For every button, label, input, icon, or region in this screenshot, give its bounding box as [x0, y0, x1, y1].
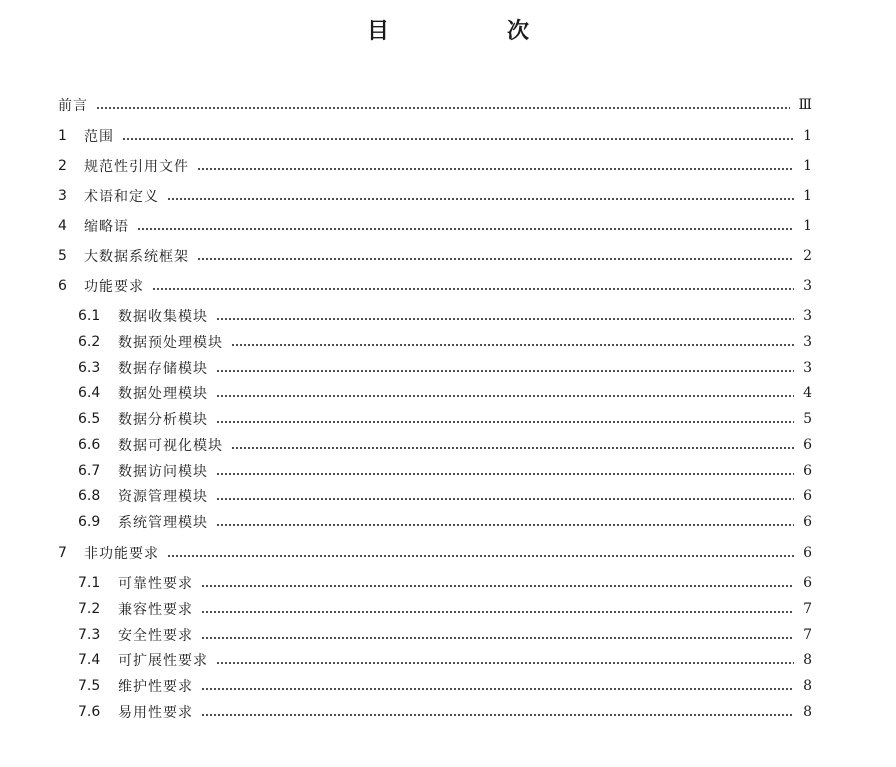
toc-entry-title: 大数据系统框架 [84, 249, 189, 265]
toc-entry[interactable] [78, 647, 812, 673]
toc-entry-title: 数据存储模块 [118, 361, 208, 377]
toc-entry-page: 6 [803, 514, 812, 530]
toc-entry[interactable] [78, 303, 812, 329]
toc-entry[interactable] [78, 699, 812, 725]
toc-entry-title: 缩略语 [84, 219, 129, 235]
toc-entry-number: 7.1 [78, 575, 101, 591]
toc-entry-page: 1 [803, 218, 812, 234]
toc-entry-number: 6.3 [78, 360, 101, 376]
toc-entry[interactable] [58, 213, 812, 239]
toc-entry-title: 数据预处理模块 [118, 335, 223, 351]
toc-entry-page: 8 [803, 704, 812, 720]
dot-leader [216, 515, 794, 529]
toc-entry-page: Ⅲ [798, 97, 812, 113]
dot-leader [201, 628, 794, 642]
toc-entry-title: 数据可视化模块 [118, 438, 223, 454]
toc-entry-title: 系统管理模块 [118, 515, 208, 531]
toc-entry-title: 兼容性要求 [118, 602, 193, 618]
dot-leader [122, 129, 794, 143]
toc-entry-page: 6 [803, 488, 812, 504]
dot-leader [96, 98, 790, 112]
dot-leader [201, 679, 794, 693]
toc-entry[interactable] [78, 458, 812, 484]
toc-entry[interactable] [78, 432, 812, 458]
toc-entry-page: 7 [803, 627, 812, 643]
toc-entry-number: 6.9 [78, 514, 101, 530]
toc-entry-number: 6.5 [78, 411, 101, 427]
toc-entry-page: 3 [803, 334, 812, 350]
toc-entry-number: 5 [58, 248, 67, 264]
toc-entry[interactable] [58, 153, 812, 179]
toc-entry-title: 维护性要求 [118, 679, 193, 695]
dot-leader [231, 335, 794, 349]
toc-entry-page: 3 [803, 278, 812, 294]
toc-entry[interactable] [78, 596, 812, 622]
toc-title: 目 次 [366, 19, 577, 44]
toc-entry-number: 7.2 [78, 601, 101, 617]
toc-entry-title: 易用性要求 [118, 705, 193, 721]
toc-entry-number: 7.6 [78, 704, 101, 720]
toc-entry-page: 6 [803, 437, 812, 453]
toc-entry-page: 3 [803, 360, 812, 376]
toc-entry[interactable] [78, 570, 812, 596]
toc-entry[interactable] [58, 273, 812, 299]
toc-entry-page: 8 [803, 652, 812, 668]
toc-entry-page: 1 [803, 128, 812, 144]
toc-entry-title: 术语和定义 [84, 189, 159, 205]
toc-entry-title: 可靠性要求 [118, 576, 193, 592]
toc-entry-page: 6 [803, 545, 812, 561]
dot-leader [152, 279, 794, 293]
dot-leader [216, 653, 794, 667]
toc-entry-page: 6 [803, 575, 812, 591]
toc-entry-title: 前言 [58, 98, 88, 114]
toc-entry-number: 6.7 [78, 463, 101, 479]
dot-leader [197, 249, 794, 263]
toc-entry[interactable] [78, 673, 812, 699]
toc-entry-number: 7.5 [78, 678, 101, 694]
dot-leader [216, 464, 794, 478]
toc-entry[interactable] [58, 183, 812, 209]
toc-entry-title: 数据处理模块 [118, 386, 208, 402]
toc-entry-number: 1 [58, 128, 67, 144]
toc-entry[interactable] [78, 483, 812, 509]
toc-entry-title: 范围 [84, 129, 114, 145]
toc-entry-title: 可扩展性要求 [118, 653, 208, 669]
toc-entry-number: 6.4 [78, 385, 101, 401]
toc-entry[interactable] [58, 92, 812, 118]
dot-leader [201, 602, 794, 616]
dot-leader [197, 159, 794, 173]
toc-entry[interactable] [78, 355, 812, 381]
dot-leader [216, 309, 794, 323]
toc-entry[interactable] [58, 540, 812, 566]
toc-entry-page: 1 [803, 158, 812, 174]
dot-leader [216, 361, 794, 375]
toc-entry-number: 7.3 [78, 627, 101, 643]
dot-leader [167, 189, 794, 203]
dot-leader [201, 705, 794, 719]
toc-entry-number: 6 [58, 278, 67, 294]
toc-entry-number: 7 [58, 545, 67, 561]
dot-leader [231, 438, 794, 452]
toc-entry-title: 数据访问模块 [118, 464, 208, 480]
dot-leader [216, 386, 794, 400]
dot-leader [137, 219, 794, 233]
toc-entry-title: 非功能要求 [84, 546, 159, 562]
dot-leader [216, 489, 794, 503]
toc-entry-page: 3 [803, 308, 812, 324]
toc-entry-number: 7.4 [78, 652, 101, 668]
toc-entry-number: 6.8 [78, 488, 101, 504]
toc-entry-page: 1 [803, 188, 812, 204]
toc-entry-page: 8 [803, 678, 812, 694]
toc-entry-title: 安全性要求 [118, 628, 193, 644]
toc-entry[interactable] [58, 123, 812, 149]
toc-entry[interactable] [78, 509, 812, 535]
toc-entry-number: 6.2 [78, 334, 101, 350]
toc-entry-title: 数据收集模块 [118, 309, 208, 325]
dot-leader [201, 576, 794, 590]
toc-entry-title: 规范性引用文件 [84, 159, 189, 175]
dot-leader [167, 546, 794, 560]
toc-entry-page: 2 [803, 248, 812, 264]
toc-entry-number: 4 [58, 218, 67, 234]
toc-entry-title: 功能要求 [84, 279, 144, 295]
toc-entry-page: 7 [803, 601, 812, 617]
toc-entry-title: 数据分析模块 [118, 412, 208, 428]
toc-entry[interactable] [78, 622, 812, 648]
toc-entry[interactable] [58, 243, 812, 269]
toc-entry-number: 3 [58, 188, 67, 204]
toc-entry-number: 6.6 [78, 437, 101, 453]
toc-entry-number: 2 [58, 158, 67, 174]
dot-leader [216, 412, 794, 426]
toc-entry[interactable] [78, 380, 812, 406]
toc-entry-page: 5 [803, 411, 812, 427]
toc-entry-page: 6 [803, 463, 812, 479]
toc-entry-number: 6.1 [78, 308, 101, 324]
toc-entry-page: 4 [803, 385, 812, 401]
toc-entry-title: 资源管理模块 [118, 489, 208, 505]
toc-entry[interactable] [78, 329, 812, 355]
toc-entry[interactable] [78, 406, 812, 432]
